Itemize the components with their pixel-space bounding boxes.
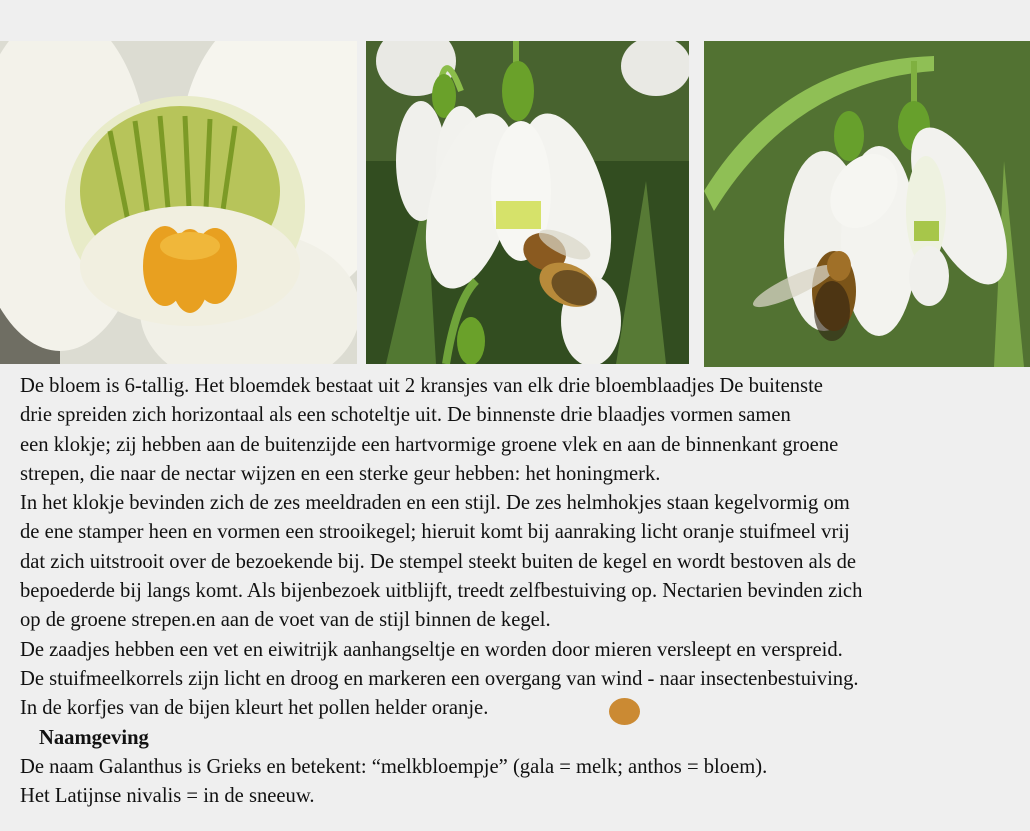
pollen-color-swatch [609,698,640,725]
naming-line: Het Latijnse nivalis = in de sneeuw. [20,785,315,808]
description-text [20,372,1028,811]
naming-line: De naam Galanthus is Grieks en betekent: “melkbloempje” (gala = melk; anthos = bloem). [20,755,768,778]
snowdrop-bee-photo-1 [366,41,689,364]
paragraph-line: strepen, die naar de nectar wijzen en een sterke geur hebben: het honingmerk. [20,462,661,485]
naming-heading: Naamgeving [39,726,149,749]
paragraph-line: De stuifmeelkorrels zijn licht en droog en markeren een overgang van wind - naar insectenbestuiving. [20,667,859,690]
paragraph-line: de ene stamper heen en vormen een strooikegel; hieruit komt bij aanraking licht oranje stuifmeel vrij [20,521,850,544]
paragraph-line: bepoederde bij langs komt. Als bijenbezoek uitblijft, treedt zelfbestuiving op. Nectarien bevinden zich [20,580,863,603]
paragraph-line: De bloem is 6-tallig. Het bloemdek bestaat uit 2 kransjes van elk drie bloemblaadjes De buitenste [20,375,823,397]
paragraph-line: De zaadjes hebben een vet en eiwitrijk aanhangseltje en worden door mieren versleept en verspreid. [20,638,843,661]
paragraph-line: op de groene strepen.en aan de voet van de stijl binnen de kegel. [20,609,551,632]
paragraph-line: In de korfjes van de bijen kleurt het pollen helder oranje. [20,697,489,720]
snowdrop-bee-photo-2 [704,41,1030,367]
paragraph-line: dat zich uitstrooit over de bezoekende bij. De stempel steekt buiten de kegel en wordt bestoven als de [20,550,857,573]
snowdrop-interior-photo [0,41,357,364]
paragraph-line: drie spreiden zich horizontaal als een schoteltje uit. De binnenste drie blaadjes vormen samen [20,404,791,427]
paragraph-line: een klokje; zij hebben aan de buitenzijde een hartvormige groene vlek en aan de binnenkant groene [20,433,839,456]
paragraph-line: In het klokje bevinden zich de zes meeldraden en een stijl. De zes helmhokjes staan kegelvormig om [20,492,850,515]
